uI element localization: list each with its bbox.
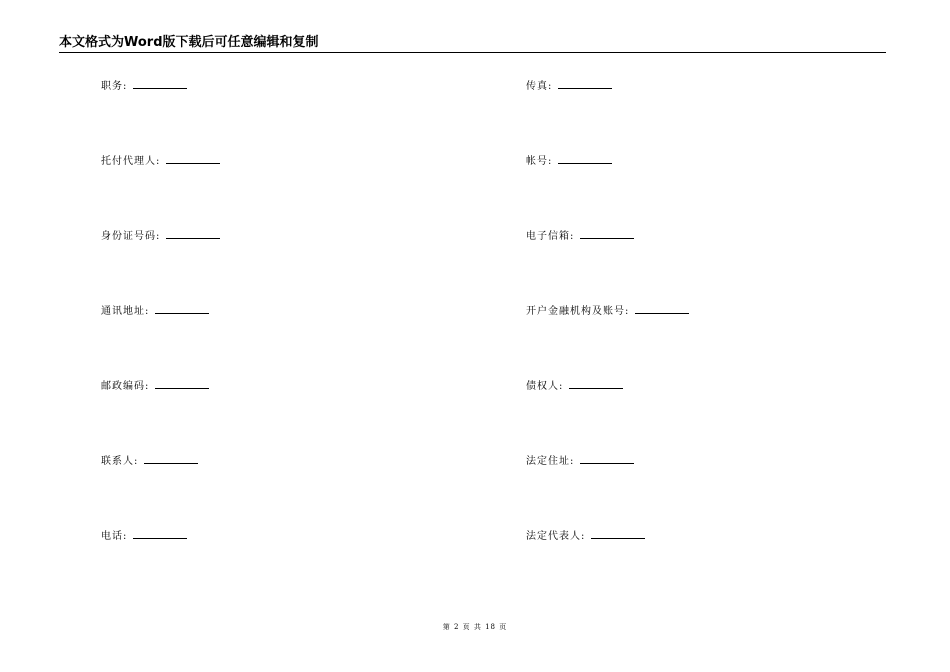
- fill-in-blank[interactable]: [166, 229, 220, 239]
- fill-in-blank[interactable]: [580, 229, 634, 239]
- field-label: 帐号:: [526, 156, 553, 167]
- field-bank-account: [526, 304, 689, 319]
- fill-in-blank[interactable]: [569, 379, 623, 389]
- page-header: [59, 34, 886, 53]
- field-legal-representative: [526, 529, 645, 544]
- fill-in-blank[interactable]: [558, 79, 612, 89]
- fill-in-blank[interactable]: [133, 79, 187, 89]
- field-label: 联系人:: [101, 456, 139, 467]
- field-label: 开户金融机构及账号:: [526, 306, 630, 317]
- fill-in-blank[interactable]: [155, 304, 209, 314]
- field-agent: [101, 154, 220, 169]
- field-legal-address: [526, 454, 634, 469]
- field-label: 通讯地址:: [101, 306, 150, 317]
- field-label: 电话:: [101, 531, 128, 542]
- header-text: 本文格式为Word版下载后可任意编辑和复制: [59, 35, 319, 50]
- fill-in-blank[interactable]: [155, 379, 209, 389]
- page-number: 第 2 页 共 18 页: [442, 623, 508, 631]
- fill-in-blank[interactable]: [144, 454, 198, 464]
- field-label: 法定代表人:: [526, 531, 586, 542]
- field-postcode: [101, 379, 209, 394]
- fill-in-blank[interactable]: [133, 529, 187, 539]
- field-label: 传真:: [526, 81, 553, 92]
- fill-in-blank[interactable]: [591, 529, 645, 539]
- field-email: [526, 229, 634, 244]
- field-label: 职务:: [101, 81, 128, 92]
- fill-in-blank[interactable]: [580, 454, 634, 464]
- field-account: [526, 154, 612, 169]
- field-creditor: [526, 379, 623, 394]
- field-contact: [101, 454, 198, 469]
- field-id-number: [101, 229, 220, 244]
- fill-in-blank[interactable]: [166, 154, 220, 164]
- field-fax: [526, 79, 612, 94]
- field-position: [101, 79, 187, 94]
- field-label: 债权人:: [526, 381, 564, 392]
- fill-in-blank[interactable]: [558, 154, 612, 164]
- field-label: 托付代理人:: [101, 156, 161, 167]
- field-label: 法定住址:: [526, 456, 575, 467]
- field-label: 电子信箱:: [526, 231, 575, 242]
- fill-in-blank[interactable]: [635, 304, 689, 314]
- field-phone: [101, 529, 187, 544]
- field-address: [101, 304, 209, 319]
- field-label: 身份证号码:: [101, 231, 161, 242]
- field-label: 邮政编码:: [101, 381, 150, 392]
